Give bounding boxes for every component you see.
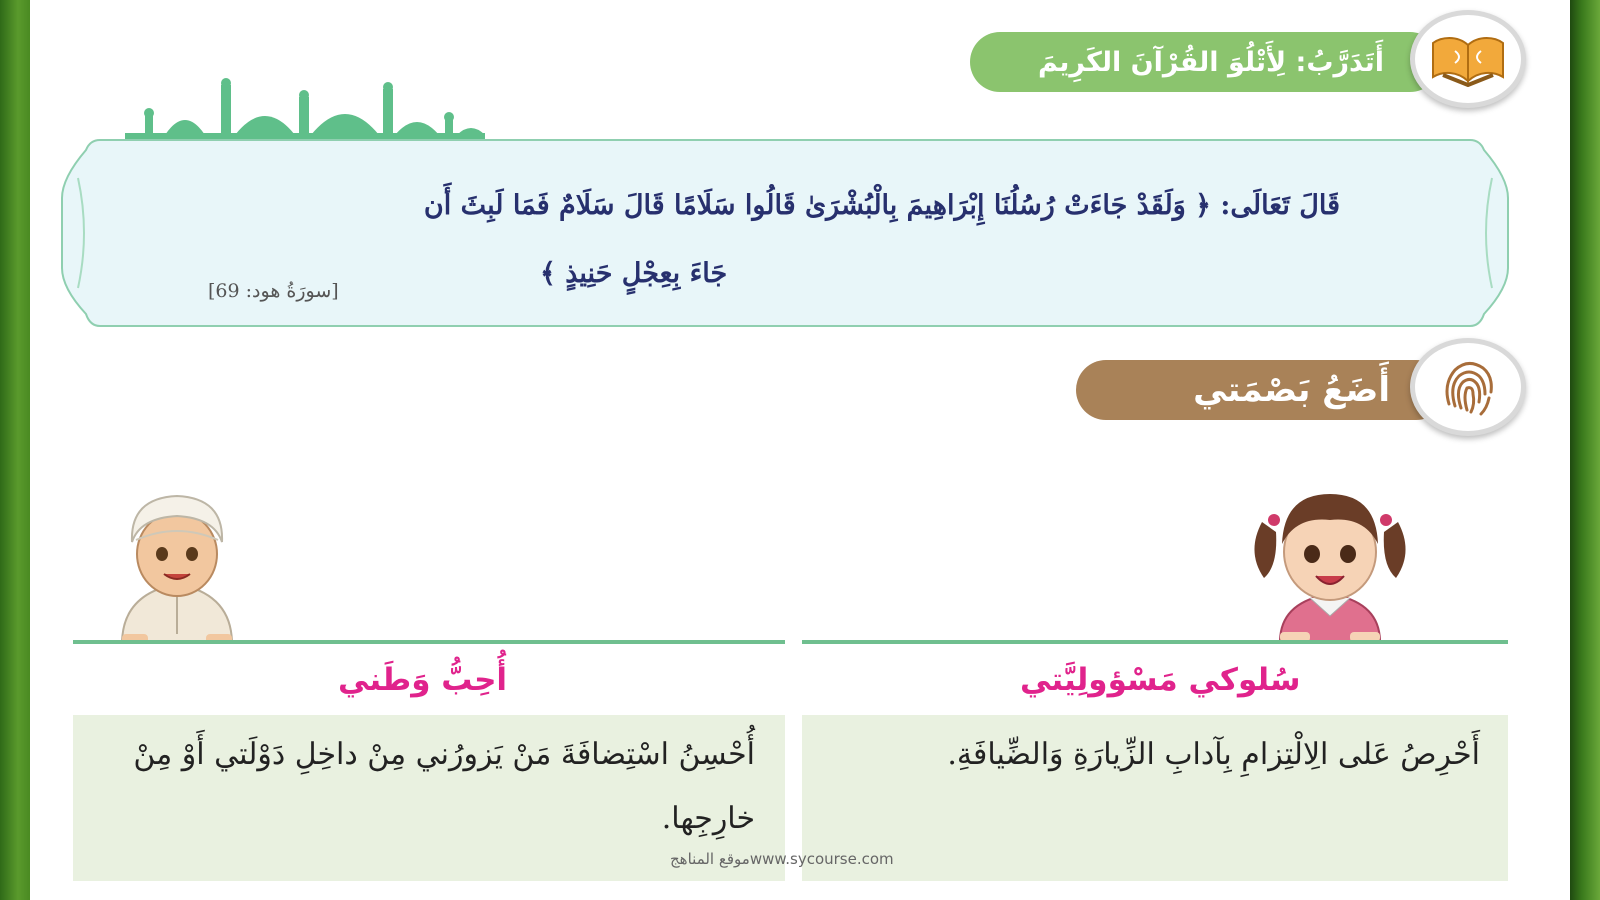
mosque-skyline [125,75,485,145]
right-card-rule [802,640,1508,644]
fingerprint-icon [1435,354,1501,420]
quran-book-badge [1410,10,1526,108]
watermark-text: موقع المناهجwww.sycourse.com [670,850,894,868]
right-card-box [802,715,1508,881]
quran-book-icon [1429,31,1507,87]
verse-line-1: قَالَ تَعَالَى: ﴿ وَلَقَدْ جَاءَتْ رُسُلُنَا إِبْرَاهِيمَ بِالْبُشْرَىٰ قَالُوا سَلَامًا قَالَ سَلَامٌ فَمَا لَبِثَ أَن [423,190,1340,221]
girl-character [1240,482,1420,642]
left-card-rule [73,640,785,644]
practice-header-pill [970,32,1440,92]
left-card-title: أُحِبُّ وَطَني [338,662,508,698]
fingerprint-header-pill [1076,360,1446,420]
fingerprint-header-title: أَضَعُ بَصْمَتي [1193,370,1390,410]
fingerprint-badge [1410,338,1526,436]
right-green-border [1570,0,1600,900]
right-card-text: أَحْرِصُ عَلى الِالْتِزامِ بِآدابِ الزِّيارَةِ وَالضِّيافَةِ. [947,737,1480,772]
lesson-page [30,0,1570,900]
verse-reference: [سورَةُ هود: 69] [208,280,339,302]
left-card-text: أُحْسِنُ اسْتِضافَةَ مَنْ يَزورُني مِنْ داخِلِ دَوْلَتي أَوْ مِنْ خارِجِها. [133,737,755,836]
boy-character [102,484,252,644]
right-card-title: سُلوكي مَسْؤولِيَّتي [1020,662,1301,698]
verse-line-2: جَاءَ بِعِجْلٍ حَنِيذٍ ﴾ [540,258,728,289]
left-green-border [0,0,30,900]
practice-header-title: أَتَدَرَّبُ: لِأَتْلُوَ القُرْآنَ الكَرِيمَ [1038,46,1384,78]
